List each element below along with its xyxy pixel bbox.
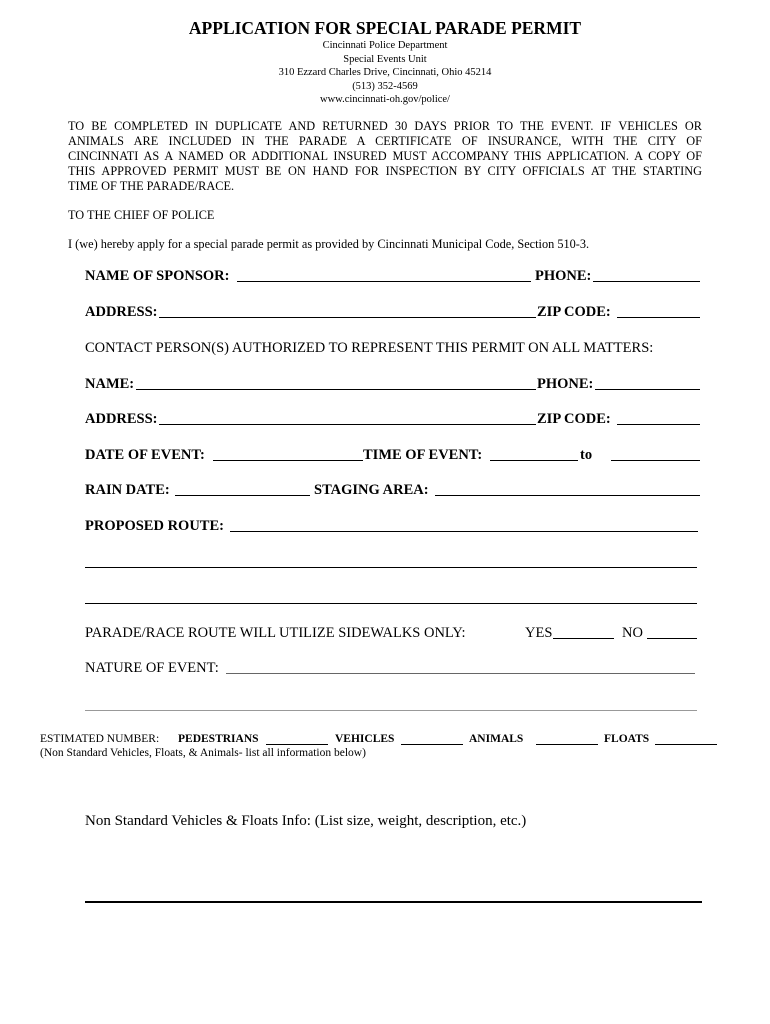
- sponsor-phone-field[interactable]: [593, 266, 700, 282]
- rain-date-field[interactable]: [175, 480, 310, 496]
- pedestrians-field[interactable]: [266, 731, 328, 745]
- addressee: TO THE CHIEF OF POLICE: [68, 208, 215, 222]
- estimated-note: (Non Standard Vehicles, Floats, & Animals- list all information below): [40, 747, 366, 759]
- contact-name-row: [85, 374, 700, 394]
- sponsor-zip-field[interactable]: [617, 302, 700, 318]
- sidewalks-question: PARADE/RACE ROUTE WILL UTILIZE SIDEWALKS ONLY:: [85, 625, 466, 641]
- estimated-number-row: [40, 731, 730, 747]
- instructions-line: THIS APPROVED PERMIT MUST BE ON HAND FOR INSPECTION BY CITY OFFICIALS AT THE STARTING: [68, 164, 702, 178]
- sidewalks-row: [85, 623, 700, 643]
- staging-area-field[interactable]: [435, 480, 700, 496]
- contact-address-row: [85, 409, 700, 429]
- time-to-label: to: [580, 447, 593, 463]
- event-date-row: [85, 445, 700, 465]
- sponsor-phone-label: PHONE:: [535, 268, 592, 284]
- contact-name-field[interactable]: [136, 374, 536, 390]
- instructions-line: TO BE COMPLETED IN DUPLICATE AND RETURNED 30 DAYS PRIOR TO THE EVENT. IF VEHICLES OR: [68, 119, 702, 133]
- instructions-paragraph: [68, 119, 702, 194]
- rain-date-label: RAIN DATE:: [85, 482, 170, 498]
- yes-label: YES: [525, 625, 553, 641]
- nature-of-event-field[interactable]: [226, 658, 695, 674]
- vehicles-field[interactable]: [401, 731, 463, 745]
- proposed-route-row: [85, 516, 700, 536]
- contact-zip-label: ZIP CODE:: [537, 411, 611, 427]
- declaration: I (we) hereby apply for a special parade permit as provided by Cincinnati Municipal Code, Section 510-3.: [68, 237, 590, 251]
- contact-heading: CONTACT PERSON(S) AUTHORIZED TO REPRESENT THIS PERMIT ON ALL MATTERS:: [85, 340, 654, 356]
- contact-phone-label: PHONE:: [537, 376, 594, 392]
- sponsor-name-row: [85, 266, 700, 286]
- sponsor-name-field[interactable]: [237, 266, 531, 282]
- department-phone: (513) 352-4569: [352, 80, 418, 92]
- nature-of-event-row: [85, 658, 700, 678]
- sponsor-address-row: [85, 302, 700, 322]
- yes-field[interactable]: [553, 623, 614, 639]
- sponsor-zip-label: ZIP CODE:: [537, 304, 611, 320]
- instructions-line: ANIMALS ARE INCLUDED IN THE PARADE A CERTIFICATE OF INSURANCE, WITH THE CITY OF: [68, 134, 702, 148]
- contact-name-label: NAME:: [85, 376, 135, 392]
- proposed-route-label: PROPOSED ROUTE:: [85, 518, 224, 534]
- date-of-event-field[interactable]: [213, 445, 363, 461]
- proposed-route-field[interactable]: [230, 516, 698, 532]
- non-standard-info-field[interactable]: [85, 901, 702, 903]
- no-label: NO: [622, 625, 643, 641]
- instructions-line: CINCINNATI AS A NAMED OR ADDITIONAL INSURED MUST ACCOMPANY THIS APPLICATION. A COPY OF: [68, 149, 702, 163]
- contact-zip-field[interactable]: [617, 409, 700, 425]
- sponsor-name-label: NAME OF SPONSOR:: [85, 268, 230, 284]
- proposed-route-line-2[interactable]: [85, 567, 697, 568]
- animals-field[interactable]: [536, 731, 598, 745]
- staging-area-label: STAGING AREA:: [314, 482, 429, 498]
- date-of-event-label: DATE OF EVENT:: [85, 447, 205, 463]
- floats-label: FLOATS: [604, 733, 650, 745]
- time-start-field[interactable]: [490, 445, 578, 461]
- department-name: Cincinnati Police Department: [322, 40, 448, 51]
- nature-of-event-line-2[interactable]: [85, 710, 697, 711]
- unit-name: Special Events Unit: [343, 53, 427, 65]
- vehicles-label: VEHICLES: [335, 733, 395, 745]
- rain-date-row: [85, 480, 700, 500]
- floats-field[interactable]: [655, 731, 717, 745]
- no-field[interactable]: [647, 623, 697, 639]
- animals-label: ANIMALS: [469, 733, 524, 745]
- contact-address-label: ADDRESS:: [85, 411, 158, 427]
- time-end-field[interactable]: [611, 445, 700, 461]
- department-address: 310 Ezzard Charles Drive, Cincinnati, Ohio 45214: [278, 67, 492, 78]
- form-title: APPLICATION FOR SPECIAL PARADE PERMIT: [188, 18, 582, 38]
- non-standard-info-label: Non Standard Vehicles & Floats Info: (List size, weight, description, etc.): [85, 813, 527, 829]
- contact-address-field[interactable]: [159, 409, 536, 425]
- nature-of-event-label: NATURE OF EVENT:: [85, 660, 219, 676]
- pedestrians-label: PEDESTRIANS: [178, 733, 259, 745]
- instructions-line: TIME OF THE PARADE/RACE.: [68, 179, 235, 193]
- estimated-number-label: ESTIMATED NUMBER:: [40, 733, 160, 745]
- department-website: www.cincinnati-oh.gov/police/: [320, 94, 450, 105]
- proposed-route-line-3[interactable]: [85, 603, 697, 604]
- contact-phone-field[interactable]: [595, 374, 700, 390]
- sponsor-address-label: ADDRESS:: [85, 304, 158, 320]
- time-of-event-label: TIME OF EVENT:: [363, 447, 483, 463]
- sponsor-address-field[interactable]: [159, 302, 536, 318]
